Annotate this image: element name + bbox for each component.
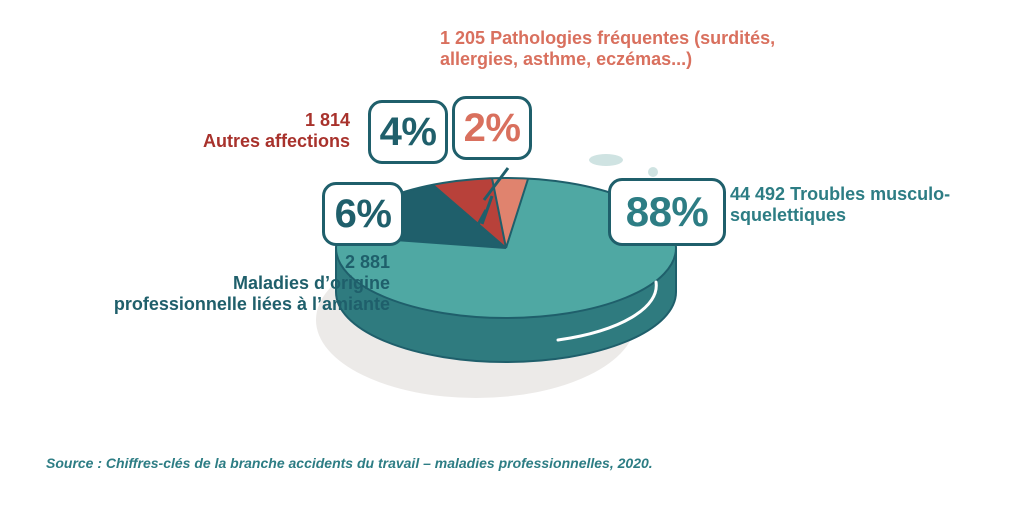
callout-autres [368,100,448,164]
name-amiante-line2: professionnelle liées à l’amiante [113,294,390,315]
count-pathologies: 1 205 [440,28,486,48]
count-tms: 44 492 [730,184,786,204]
label-amiante [40,252,390,316]
name-autres: Autres affections [202,131,350,152]
name-tms: Troubles musculo-squelettiques [730,184,951,226]
name-pathologies-line2: allergies, asthme, eczémas...) [440,49,693,70]
source-note: Source : Chiffres-clés de la branche accidents du travail – maladies professionnelles, 2020. [46,455,653,471]
callout-tms [608,178,726,246]
decor-speck-large [589,154,623,166]
label-pathologies [440,28,880,70]
percent-tms: 88% [625,188,709,235]
count-autres: 1 814 [304,110,350,130]
callout-pathologies [452,96,532,160]
name-amiante-line1: Maladies d’origine [232,273,390,294]
percent-autres: 4% [379,110,437,154]
callout-amiante [322,182,404,246]
label-tms [730,184,980,226]
percent-amiante: 6% [334,192,392,236]
decor-speck-small [648,167,658,177]
label-autres [110,110,350,152]
count-amiante: 2 881 [344,252,390,272]
name-pathologies-line1: Pathologies fréquentes (surdités, [490,28,776,48]
percent-pathologies: 2% [463,106,521,150]
